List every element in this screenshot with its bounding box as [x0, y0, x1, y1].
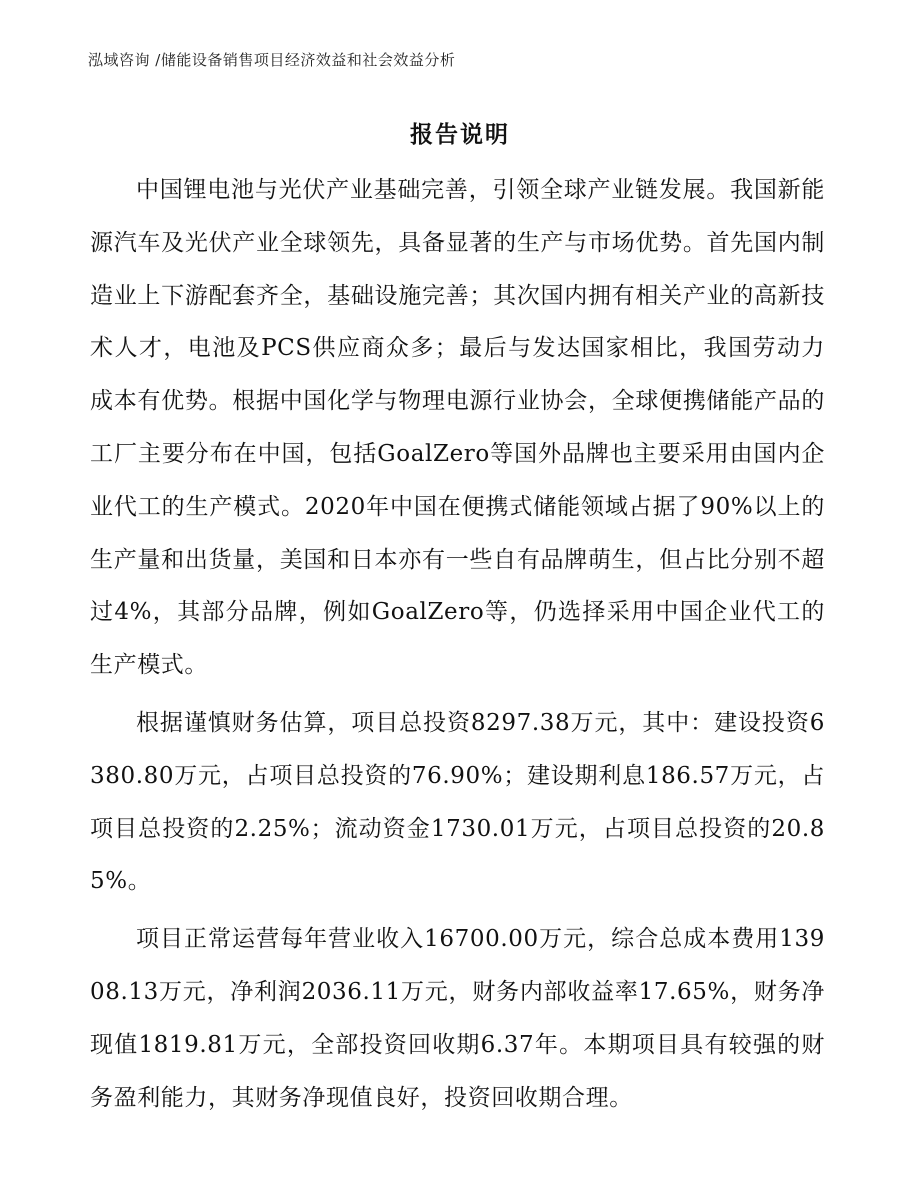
paragraph-investment-estimate: 根据谨慎财务估算，项目总投资8297.38万元，其中：建设投资6380.80万元，占项目总投资的76.90%；建设期利息186.57万元，占项目总投资的2.25%；流动资金1730.01万元，占项目总投资的20.85%。 — [90, 709, 825, 895]
report-body — [90, 164, 825, 1124]
paragraph-industry-background: 中国锂电池与光伏产业基础完善，引领全球产业链发展。我国新能源汽车及光伏产业全球领先，具备显著的生产与市场优势。首先国内制造业上下游配套齐全，基础设施完善；其次国内拥有相关产业的高新技术人才，电池及PCS供应商众多；最后与发达国家相比，我国劳动力成本有优势。根据中国化学与物理电源行业协会，全球便携储能产品的工厂主要分布在中国，包括GoalZero等国外品牌也主要采用由国内企业代工的生产模式。2020年中国在便携式储能领域占据了90%以上的生产量和出货量，美国和日本亦有一些自有品牌萌生，但占比分别不超过4%，其部分品牌，例如GoalZero等，仍选择采用中国企业代工的生产模式。 — [90, 177, 825, 679]
report-title: 报告说明 — [410, 121, 510, 148]
paragraph-financial-returns: 项目正常运营每年营业收入16700.00万元，综合总成本费用13908.13万元，净利润2036.11万元，财务内部收益率17.65%，财务净现值1819.81万元，全部投资回收期6.37年。本期项目具有较强的财务盈利能力，其财务净现值良好，投资回收期合理。 — [90, 926, 825, 1111]
running-header: 泓域咨询 /储能设备销售项目经济效益和社会效益分析 — [88, 51, 456, 69]
